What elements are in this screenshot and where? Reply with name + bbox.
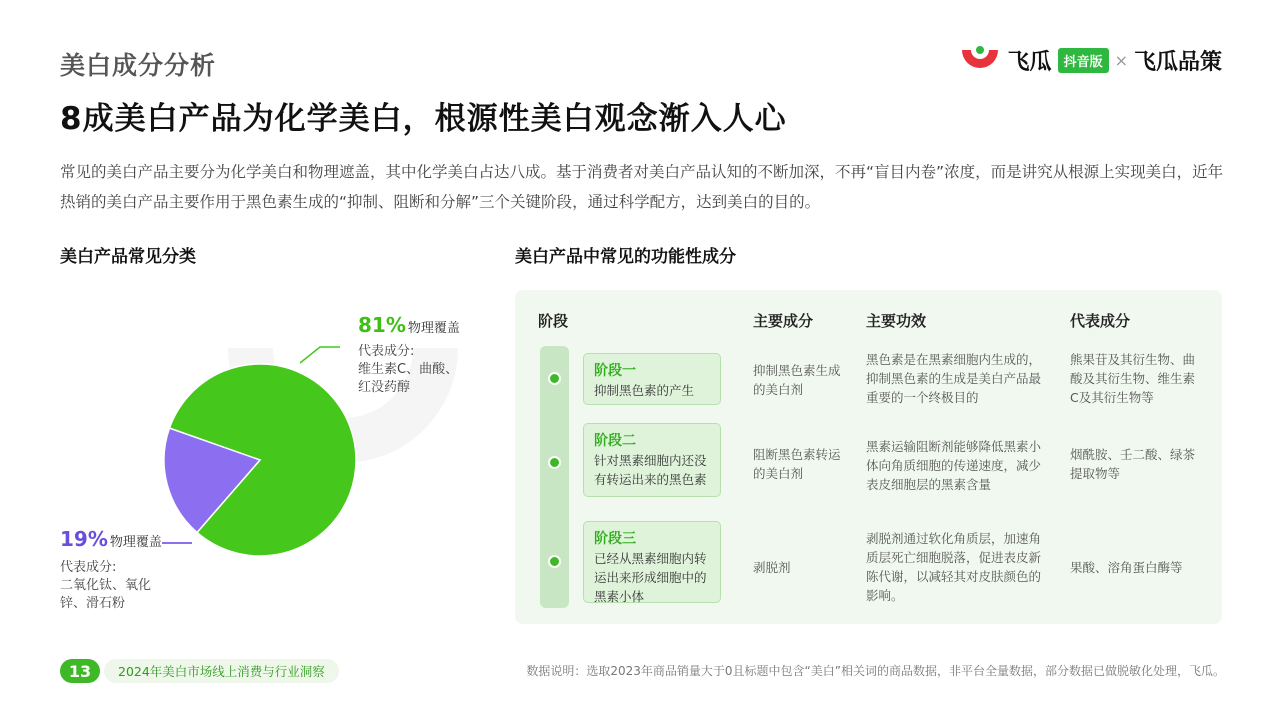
cell-effect: 黑素运输阻断剂能够降低黑素小体向角质细胞的传递速度，减少表皮细胞层的黑素含量	[866, 439, 1042, 492]
page-number-badge: 13	[60, 659, 100, 683]
right-panel-title: 美白产品中常见的功能性成分	[515, 247, 736, 267]
stage-box-1	[583, 353, 721, 405]
callout-81-rep-body: 维生素C、曲酸、红没药醇	[358, 362, 459, 395]
cell-examples: 烟酰胺、壬二酸、绿茶提取物等	[1070, 447, 1196, 481]
brand-edition-badge: 抖音版	[1058, 48, 1109, 73]
cell-examples: 熊果苷及其衍生物、曲酸及其衍生物、维生素C及其衍生物等	[1070, 352, 1196, 405]
callout-81-label: 物理覆盖	[407, 321, 460, 336]
callout-19-percent: 19%	[60, 527, 108, 551]
stage-marker	[548, 372, 561, 385]
report-title-pill: 2024年美白市场线上消费与行业洞察	[104, 659, 339, 683]
brand-separator: ×	[1114, 50, 1128, 70]
brand-name-primary: 飞瓜	[1007, 49, 1052, 75]
brand-logo	[958, 44, 1222, 76]
stage-marker	[548, 456, 561, 469]
cell-ingredient: 抑制黑色素生成的美白剂	[753, 363, 841, 397]
callout-19-rep-body: 二氧化钛、氧化锌、滑石粉	[60, 578, 152, 611]
stage-marker	[548, 555, 561, 568]
callout-19-label: 物理覆盖	[109, 535, 162, 550]
callout-19-leader	[162, 538, 196, 548]
pie-chart	[160, 360, 360, 560]
stage-track	[540, 346, 569, 608]
cell-effect: 剥脱剂通过软化角质层，加速角质层死亡细胞脱落，促进表皮新陈代谢，以减轻其对皮肤颜色的影响。	[866, 531, 1042, 603]
page-title: 8成美白产品为化学美白，根源性美白观念渐入人心	[60, 101, 787, 137]
callout-19	[60, 527, 162, 613]
callout-81-percent: 81%	[358, 313, 406, 337]
cell-examples: 果酸、溶角蛋白酶等	[1070, 560, 1183, 575]
stage-track-arrow-icon	[540, 590, 568, 606]
table-header-stage: 阶段	[538, 312, 569, 330]
table-header-examples: 代表成分	[1070, 312, 1131, 330]
feigua-logo-icon	[958, 44, 1002, 76]
data-note: 数据说明：选取2023年商品销量大于0且标题中包含“美白”相关词的商品数据，非平台全量数据，部分数据已做脱敏化处理，飞瓜。	[526, 664, 1225, 678]
intro-paragraph: 常见的美白产品主要分为化学美白和物理遮盖，其中化学美白占达八成。基于消费者对美白产品认知的不断加深，不再“盲目内卷”浓度，而是讲究从根源上实现美白，近年热销的美白产品主要作用于黑色素生成的“抑制、阻断和分解”三个关键阶段，通过科学配方，达到美白的目的。	[60, 163, 1224, 211]
stage-desc: 已经从黑素细胞内转运出来形成细胞中的黑素小体	[594, 551, 707, 604]
cell-ingredient: 剥脱剂	[753, 560, 791, 575]
stage-title: 阶段三	[594, 531, 636, 547]
callout-19-rep-title: 代表成分:	[60, 560, 117, 575]
table-header-ingredient: 主要成分	[753, 312, 814, 330]
cell-ingredient: 阻断黑色素转运的美白剂	[753, 447, 841, 481]
stage-title: 阶段二	[594, 433, 636, 449]
brand-name-secondary: 飞瓜品策	[1133, 49, 1222, 75]
callout-81-leader	[300, 345, 360, 365]
cell-effect: 黑色素是在黑素细胞内生成的，抑制黑色素的生成是美白产品最重要的一个终极目的	[866, 352, 1042, 405]
stage-desc: 抑制黑色素的产生	[594, 383, 695, 398]
callout-81-rep-title: 代表成分:	[358, 344, 415, 359]
section-label: 美白成分分析	[60, 51, 217, 80]
left-panel-title: 美白产品常见分类	[60, 247, 196, 267]
callout-81	[358, 313, 468, 397]
table-header-effect: 主要功效	[866, 312, 927, 330]
stage-title: 阶段一	[594, 363, 636, 379]
stage-desc: 针对黑素细胞内还没有转运出来的黑色素	[594, 453, 707, 487]
stage-box-3	[583, 521, 721, 603]
stage-box-2	[583, 423, 721, 497]
